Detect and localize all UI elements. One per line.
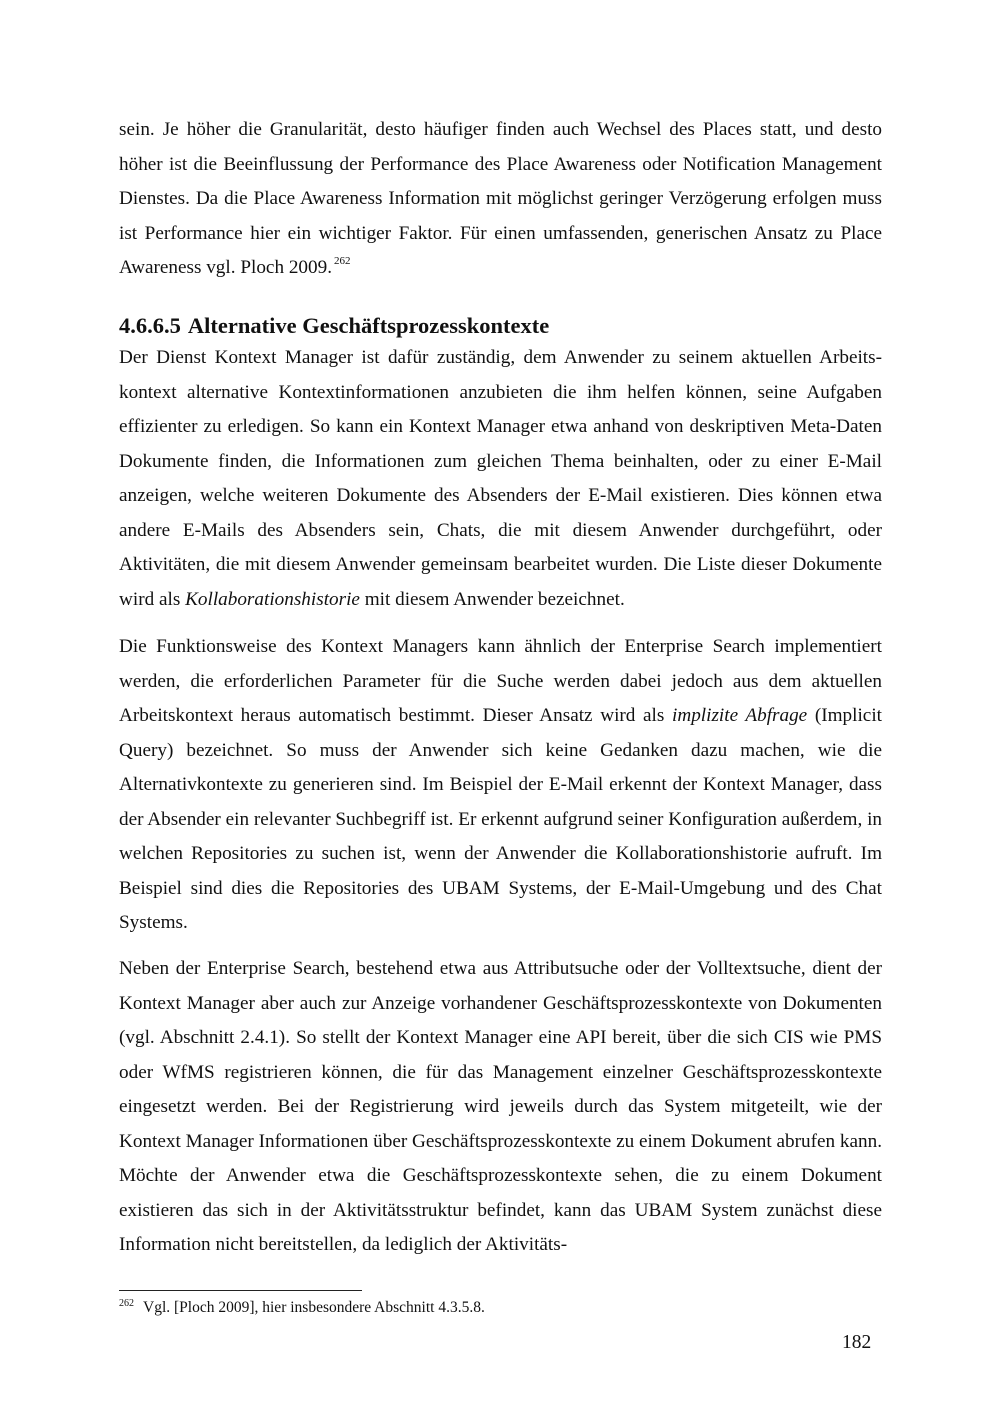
paragraph-4 xyxy=(119,952,882,1263)
footnote xyxy=(119,1297,485,1319)
paragraph-3 xyxy=(119,630,882,941)
emphasis-implizite-abfrage: implizite Abfrage xyxy=(672,705,808,726)
footnote-reference[interactable]: 262 xyxy=(334,255,351,267)
section-title: Alternative Geschäftsprozesskontexte xyxy=(187,313,550,338)
section-heading xyxy=(119,309,549,343)
paragraph-3-text-start: Die Funktionsweise des Kontext Managers kann ähnlich der Enterprise Search implementiert werden, die erforderlichen Parameter für die Suche werden dabei jedoch aus dem aktuellen Arbeitskontext heraus automatisch bestimmt. Dieser Ansatz wird als xyxy=(119,636,882,726)
paragraph-3-text-end: (Implicit Query) bezeichnet. So muss der Anwender sich keine Gedanken dazu machen, wie die Alternativkontexte zu generieren sind. Im Beispiel der E-Mail erkennt der Kontext Manager, dass der Absender ein relevanter Suchbegriff ist. Er erkennt aufgrund seiner Konfiguration außerdem, in welchen Repositories zu suchen ist, wenn der Anwender die Kollaborationshistorie aufruft. Im Beispiel sind dies die Repositories des UBAM Systems, der E-Mail-Umgebung und des Chat Systems. xyxy=(119,705,882,933)
paragraph-4-text: Neben der Enterprise Search, bestehend etwa aus Attributsuche oder der Volltextsuche, dient der Kontext Manager aber auch zur Anzeige vorhandener Geschäftsprozesskontexte von Dokumenten (vgl. Abschnitt 2.4.1). So stellt der Kontext Manager eine API bereit, über die sich CIS wie PMS oder WfMS registrieren können, die für das Management einzelner Geschäftsprozesskontexte eingesetzt werden. Bei der Registrierung wird jeweils durch das System mitgeteilt, wie der Kontext Manager Informationen über Geschäftsprozesskontexte zu einem Dokument abrufen kann. Möchte der Anwender etwa die Geschäftsprozesskontexte sehen, die zu einem Dokument existieren das sich in der Aktivitätsstruktur befindet, kann das UBAM System zunächst diese Information nicht bereitstellen, da lediglich der Aktivitäts- xyxy=(119,958,882,1255)
footnote-marker: 262 xyxy=(119,1298,134,1309)
paragraph-2-text-end: mit diesem Anwender bezeichnet. xyxy=(359,588,625,610)
emphasis-kollaborationshistorie: Kollaborationshistorie xyxy=(185,588,360,610)
paragraph-2 xyxy=(119,341,882,617)
page-number: 182 xyxy=(842,1332,872,1353)
section-number: 4.6.6.5 xyxy=(119,313,181,338)
paragraph-1-text: sein. Je höher die Granularität, desto häufiger finden auch Wechsel des Places statt, und desto höher ist die Beeinflussung der Performance des Place Awareness oder Notification Management Dienstes. Da die Place Awareness Information mit möglichst geringer Verzögerung erfolgen muss ist Performance hier ein wichtiger Faktor. Für einen umfassenden, generischen Ansatz zu Place Awareness vgl. Ploch 2009. xyxy=(119,119,882,278)
footnote-separator xyxy=(119,1290,362,1291)
footnote-text: Vgl. [Ploch 2009], hier insbesondere Abschnitt 4.3.5.8. xyxy=(143,1299,485,1316)
paragraph-2-text-start: Der Dienst Kontext Manager ist dafür zuständig, dem Anwender zu seinem aktuellen Arbeitskontext alternative Kontextinformationen anzubieten die ihm helfen können, seine Aufgaben effizienter zu erledigen. So kann ein Kontext Manager etwa anhand von deskriptiven Meta-Daten Dokumente finden, die Informationen zum gleichen Thema beinhalten, oder zu einer E-Mail anzeigen, welche weiteren Dokumente des Absenders der E-Mail existieren. Dies können etwa andere E-Mails des Absenders sein, Chats, die mit diesem Anwender durchgeführt, oder Aktivitäten, die mit diesem Anwender gemeinsam bearbeitet wurden. Die Liste dieser Dokumente wird als xyxy=(119,347,882,610)
paragraph-1 xyxy=(119,113,882,286)
